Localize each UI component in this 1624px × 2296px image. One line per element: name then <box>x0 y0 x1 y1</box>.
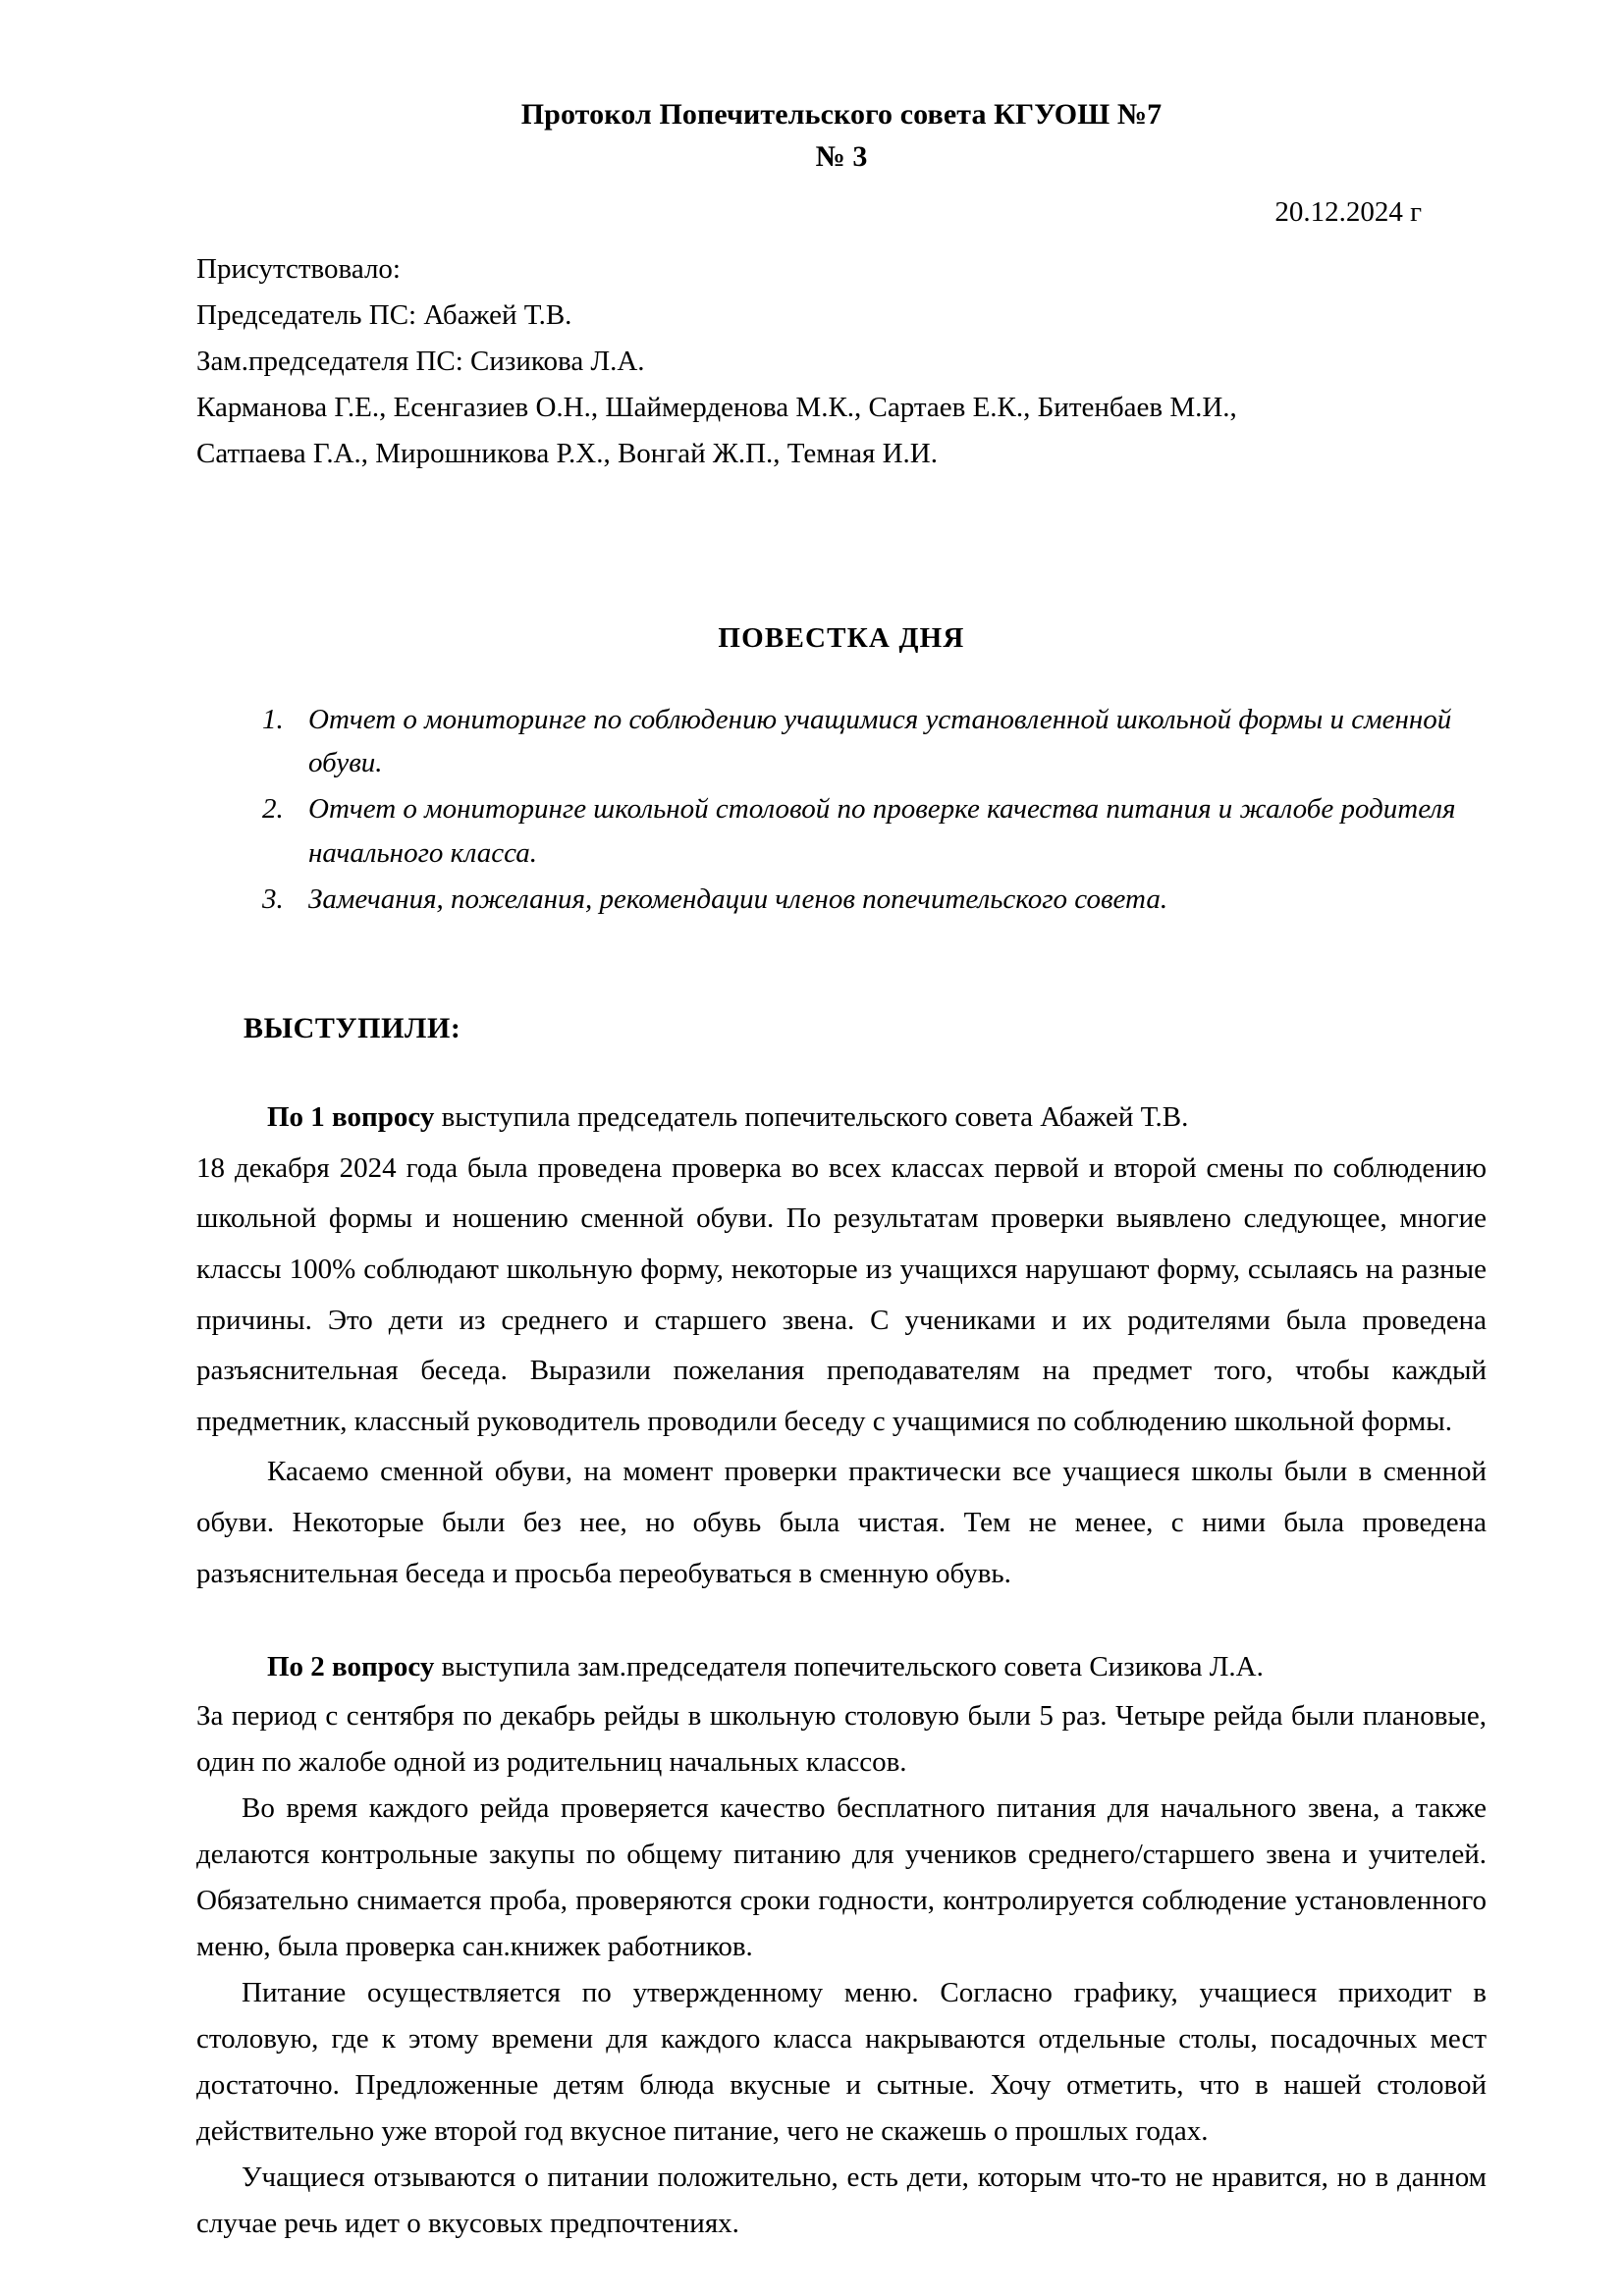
attendance-members-line-1: Карманова Г.Е., Есенгазиев О.Н., Шаймерденова М.К., Сартаев Е.К., Битенбаев М.И., <box>196 391 1237 423</box>
question-2-section <box>196 1642 1487 2246</box>
question-1-intro <box>196 1093 1487 1144</box>
question-2-paragraph-4: Учащиеся отзываются о питании положительно, есть дети, которым что-то не нравится, но в данном случае речь идет о вкусовых предпочтениях. <box>196 2161 1487 2239</box>
speakers-heading: ВЫСТУПИЛИ: <box>244 1012 461 1045</box>
agenda-heading: ПОВЕСТКА ДНЯ <box>718 621 965 654</box>
question-1-paragraph-2: Касаемо сменной обуви, на момент проверки практически все учащиеся школы были в сменной обуви. Некоторые были без нее, но обувь была чистая. Тем не менее, с ними была проведена разъяснительная беседа и просьба переобуваться в сменную обувь. <box>196 1456 1487 1589</box>
attendance-vice-chair: Зам.председателя ПС: Сизикова Л.А. <box>196 345 645 377</box>
attendance-chair: Председатель ПС: Абажей Т.В. <box>196 298 572 331</box>
question-2-paragraph-1: За период с сентября по декабрь рейды в школьную столовую были 5 раз. Четыре рейда были плановые, один по жалобе одной из родительниц начальных классов. <box>196 1699 1487 1778</box>
question-2-paragraph-2: Во время каждого рейда проверяется качество бесплатного питания для начального звена, а также делаются контрольные закупы по общему питанию для учеников среднего/старшего звена и учителей. Обязательно снимается проба, проверяются сроки годности, контролируется соблюдение установленного меню, была проверка сан.книжек работников. <box>196 1791 1487 1962</box>
question-1-section <box>196 1093 1487 1599</box>
agenda-list <box>196 698 1487 923</box>
question-2-intro-rest: выступила зам.председателя попечительского совета Сизикова Л.А. <box>434 1651 1264 1683</box>
agenda-item: 1. Отчет о мониторинге по соблюдению учащимися установленной школьной формы и сменной обуви. <box>291 698 1467 786</box>
agenda-item: 3. Замечания, пожелания, рекомендации членов попечительского совета. <box>291 878 1467 922</box>
agenda-item: 2. Отчет о мониторинге школьной столовой по проверке качества питания и жалобе родителя начального класса. <box>291 787 1467 876</box>
question-2-lead: По 2 вопросу <box>267 1651 435 1683</box>
page-title: Протокол Попечительского совета КГУОШ №7 <box>520 98 1163 131</box>
question-2-paragraph-3: Питание осуществляется по утвержденному меню. Согласно графику, учащиеся приходит в столовую, где к этому времени для каждого класса накрываются отдельные столы, посадочных мест достаточно. Предложенные детям блюда вкусные и сытные. Хочу отметить, что в нашей столовой действительно уже второй год вкусное питание, чего не скажешь о прошлых годах. <box>196 1976 1487 2147</box>
question-1-intro-rest: выступила председатель попечительского совета Абажей Т.В. <box>434 1101 1189 1134</box>
protocol-date: 20.12.2024 г <box>1274 196 1422 229</box>
question-1-paragraph-1: 18 декабря 2024 года была проведена проверка во всех классах первой и второй смены по соблюдению школьной формы и ношению сменной обуви. По результатам проверки выявлено следующее, многие классы 100% соблюдают школьную форму, некоторые из учащихся нарушают форму, ссылаясь на разные причины. Это дети из среднего и старшего звена. С учениками и их родителями была проведена разъяснительная беседа. Выразили пожелания преподавателям на предмет того, чтобы каждый предметник, классный руководитель проводили беседу с учащимися по соблюдению школьной формы. <box>196 1151 1487 1437</box>
attendance-label: Присутствовало: <box>196 252 401 285</box>
attendance-members-line-2: Сатпаева Г.А., Мирошникова Р.Х., Вонгай Ж.П., Темная И.И. <box>196 437 938 469</box>
section-gap <box>196 1599 1487 1642</box>
protocol-number: № 3 <box>815 139 868 173</box>
attendance-block <box>196 246 1487 477</box>
question-1-lead: По 1 вопросу <box>267 1101 435 1134</box>
question-2-intro <box>196 1642 1487 1693</box>
